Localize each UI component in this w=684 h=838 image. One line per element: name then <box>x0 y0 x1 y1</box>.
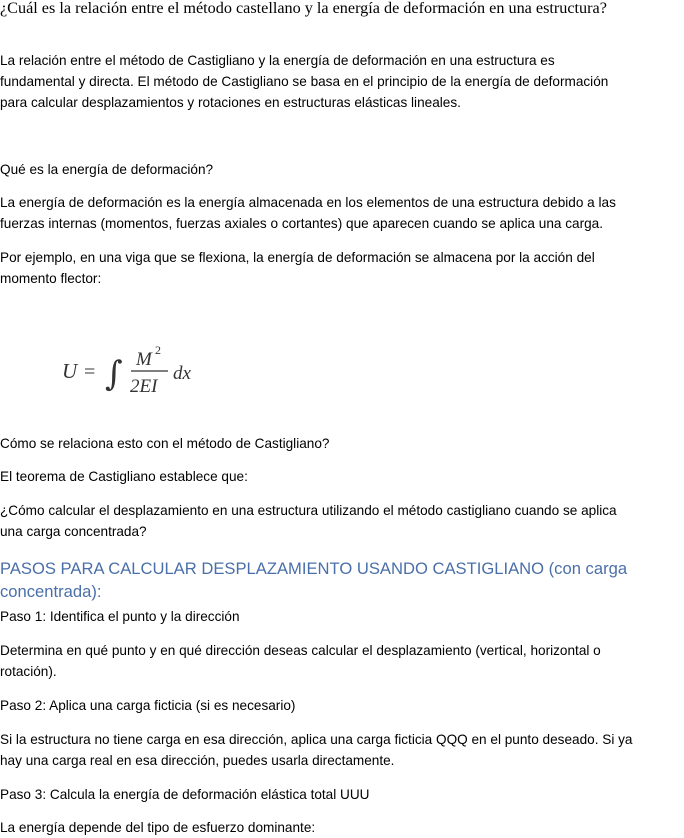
intro-line-3: para calcular desplazamientos y rotaciones en estructuras elásticas lineales. <box>0 95 461 110</box>
step-1-body-line-1: Determina en qué punto y en qué dirección deseas calcular el desplazamiento (vertical, horizontal o <box>0 643 601 658</box>
step-2-body-line-1: Si la estructura no tiene carga en esa dirección, aplica una carga ficticia QQQ en el punto deseado. Si ya <box>0 732 633 747</box>
step-2-title: Paso 2: Aplica una carga ficticia (si es necesario) <box>0 698 296 713</box>
step-3-body-line-1: La energía depende del tipo de esfuerzo dominante: <box>0 820 316 835</box>
question-energy: Qué es la energía de deformación? <box>0 162 214 177</box>
intro-line-2: fundamental y directa. El método de Castigliano se basa en el principio de la energía de deformación <box>0 74 609 89</box>
step-2-body-line-2: hay una carga real en esa dirección, puedes usarla directamente. <box>0 753 395 768</box>
example-line-1: Por ejemplo, en una viga que se flexiona, la energía de deformación se almacena por la acción del <box>0 250 595 265</box>
formula-numerator-base: M <box>136 349 152 370</box>
formula-numerator-exponent: 2 <box>155 343 161 357</box>
formula-equals: = <box>84 361 96 383</box>
intro-line-1: La relación entre el método de Castigliano y la energía de deformación en una estructura es <box>0 53 555 68</box>
formula-lhs: U <box>62 359 78 383</box>
definition-line-2: fuerzas internas (momentos, fuerzas axiales o cortantes) que aparecen cuando se aplica una carga. <box>0 216 603 231</box>
document-title: ¿Cuál es la relación entre el método castellano y la energía de deformación en una estructura? <box>0 0 607 17</box>
steps-heading-line-1: PASOS PARA CALCULAR DESPLAZAMIENTO USANDO CASTIGLIANO (con carga <box>0 559 628 578</box>
definition-line-1: La energía de deformación es la energía almacenada en los elementos de una estructura debido a las <box>0 195 616 210</box>
theorem-intro: El teorema de Castigliano establece que: <box>0 469 248 484</box>
strain-energy-formula <box>58 340 218 410</box>
formula-denominator: 2EI <box>130 376 158 397</box>
step-1-body-line-2: rotación). <box>0 664 57 679</box>
example-line-2: momento flector: <box>0 271 102 286</box>
question-calc-line-2: una carga concentrada? <box>0 524 147 539</box>
question-relation: Cómo se relaciona esto con el método de Castigliano? <box>0 436 330 451</box>
question-calc-line-1: ¿Cómo calcular el desplazamiento en una estructura utilizando el método castigliano cuando se aplica <box>0 503 617 518</box>
step-3-title: Paso 3: Calcula la energía de deformación elástica total UUU <box>0 787 370 802</box>
steps-heading-line-2: concentrada): <box>0 582 102 601</box>
formula-differential: dx <box>173 363 191 384</box>
step-1-title: Paso 1: Identifica el punto y la dirección <box>0 609 240 624</box>
formula-integral: ∫ <box>105 354 123 394</box>
